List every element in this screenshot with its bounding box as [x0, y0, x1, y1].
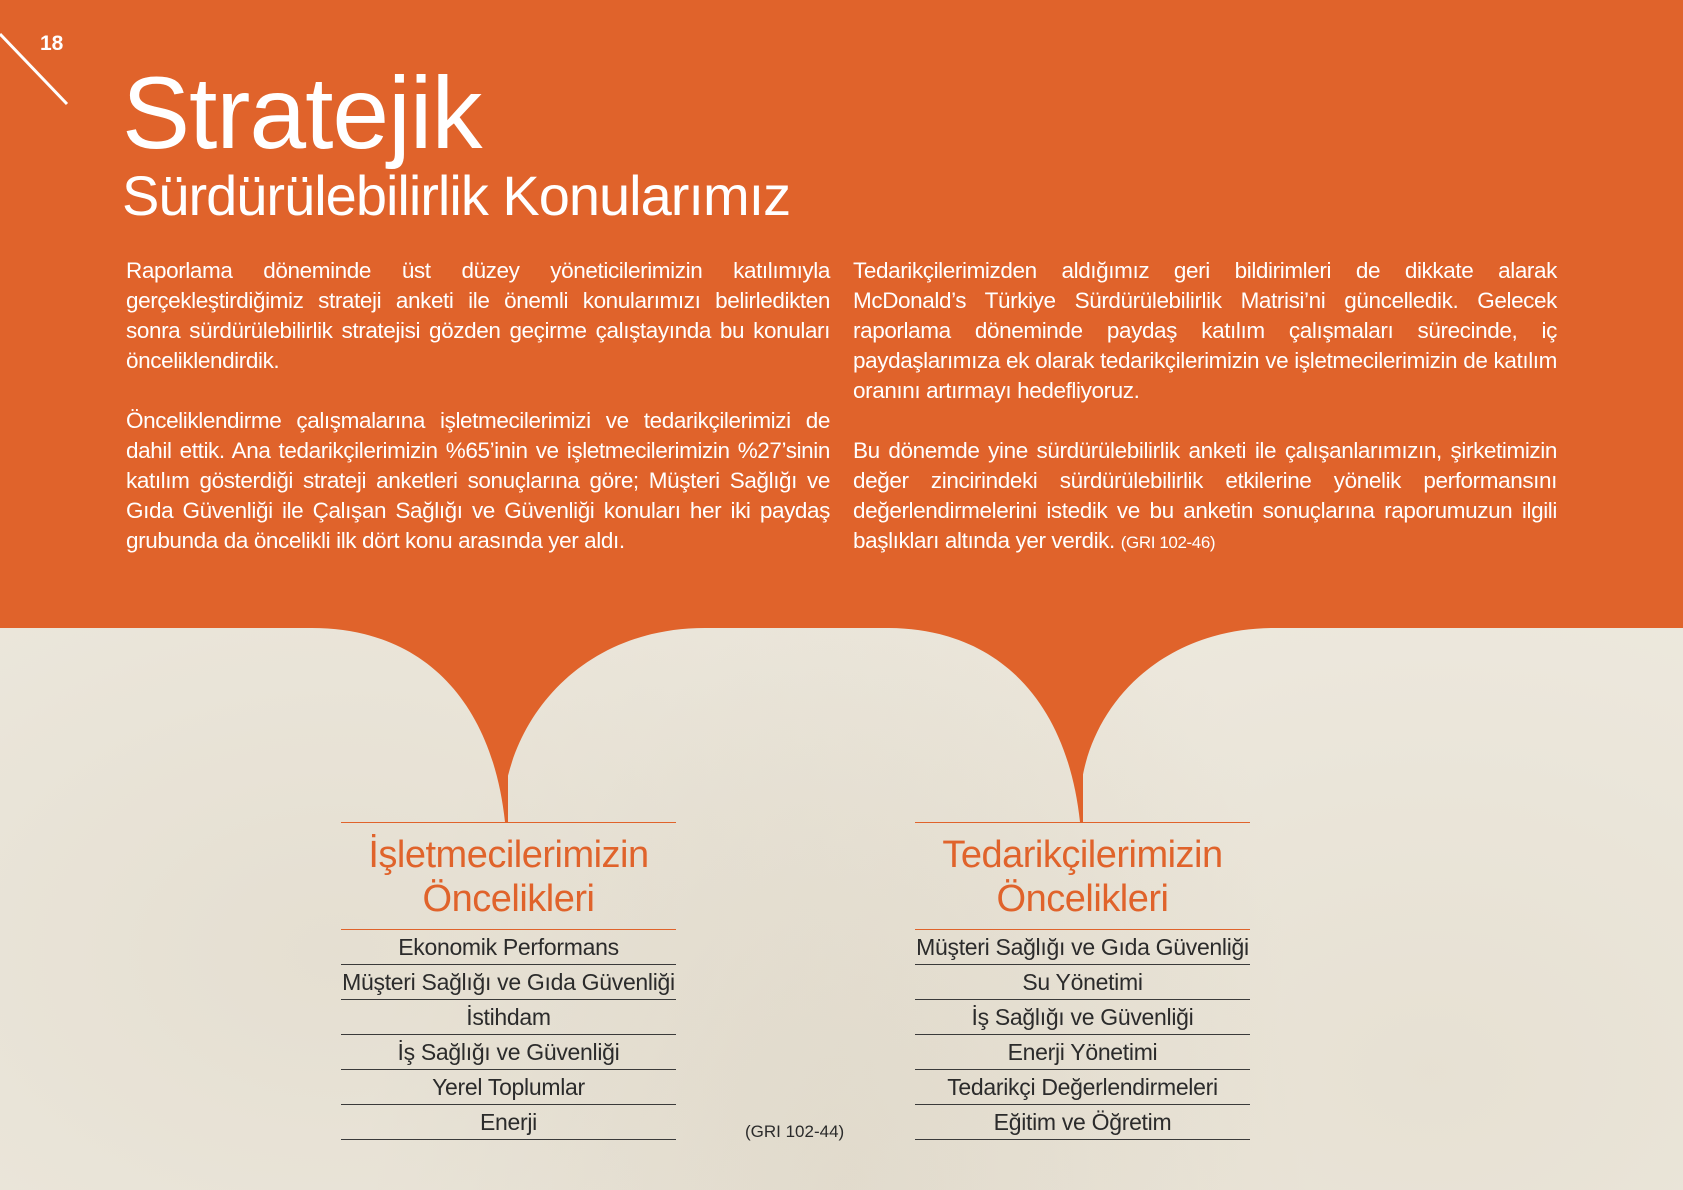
priority-item: Su Yönetimi	[915, 965, 1250, 1000]
priority-item: Müşteri Sağlığı ve Gıda Güvenliği	[915, 930, 1250, 965]
operators-heading-line2: Öncelikleri	[422, 878, 595, 920]
suppliers-heading-line2: Öncelikleri	[996, 878, 1169, 920]
priority-item: İş Sağlığı ve Güvenliği	[341, 1035, 676, 1070]
intro-left-column	[126, 256, 830, 586]
intro-right-paragraph: Tedarikçilerimizden aldığımız geri bildirimleri de dikkate alarak McDonald’s Türkiye Sürdürülebilirlik Matrisi’ni güncelledik. Gelecek raporlama döneminde paydaş katılım çalışmaları sürecinde, iç paydaşlarımıza ek olarak tedarikçilerimizin ve işletmecilerimizin de katılım oranını artırmayı hedefliyoruz.	[853, 258, 1557, 403]
suppliers-priority-list	[915, 930, 1250, 1140]
priority-item: İstihdam	[341, 1000, 676, 1035]
page-title: Stratejik	[122, 56, 482, 170]
priority-item: Enerji	[341, 1105, 676, 1140]
priority-item: Eğitim ve Öğretim	[915, 1105, 1250, 1140]
priority-item: Yerel Toplumlar	[341, 1070, 676, 1105]
gri-reference: (GRI 102-46)	[1120, 533, 1216, 552]
intro-left-paragraph: Önceliklendirme çalışmalarına işletmecilerimizi ve tedarikçilerimizi de dahil ettik. Ana tedarikçilerimizin %65’inin ve işletmecilerimizin %27’sinin katılım gösterdiği strateji anketleri sonuçlarına göre; Müşteri Sağlığı ve Gıda Güvenliği ile Çalışan Sağlığı ve Güvenliği konuları her iki paydaş grubunda da öncelikli ilk dört konu arasında yer aldı.	[126, 408, 830, 553]
operators-heading-line1: İşletmecilerimizin	[368, 834, 649, 876]
page-number: 18	[40, 32, 64, 55]
operators-priorities	[341, 822, 676, 1140]
priority-item: Ekonomik Performans	[341, 930, 676, 965]
priority-item: Müşteri Sağlığı ve Gıda Güvenliği	[341, 965, 676, 1000]
intro-right-paragraph-text: Bu dönemde yine sürdürülebilirlik anketi ile çalışanlarımızın, şirketimizin değer zincirindeki sürdürülebilirlik etkilerine yönelik performansını değerlendirmelerini istedik ve bu anketin sonuçlarına raporumuzun ilgili başlıkları altında yer verdik.	[853, 438, 1557, 553]
suppliers-heading-line1: Tedarikçilerimizin	[942, 834, 1223, 876]
intro-left-paragraph: Raporlama döneminde üst düzey yöneticilerimizin katılımıyla gerçekleştirdiğimiz strateji anketi ile önemli konularımızı belirledikten sonra sürdürülebilirlik stratejisi gözden geçirme çalıştayında bu konuları önceliklendirdik.	[126, 258, 830, 373]
intro-right-paragraph	[853, 436, 1557, 558]
intro-right-column	[853, 256, 1557, 588]
suppliers-heading	[915, 822, 1250, 930]
priority-item: Tedarikçi Değerlendirmeleri	[915, 1070, 1250, 1105]
priority-item: İş Sağlığı ve Güvenliği	[915, 1000, 1250, 1035]
operators-priority-list	[341, 930, 676, 1140]
operators-heading	[341, 822, 676, 930]
gri-footer-reference: (GRI 102-44)	[745, 1122, 845, 1141]
priority-item: Enerji Yönetimi	[915, 1035, 1250, 1070]
page-subtitle: Sürdürülebilirlik Konularımız	[122, 164, 791, 227]
suppliers-priorities	[915, 822, 1250, 1140]
